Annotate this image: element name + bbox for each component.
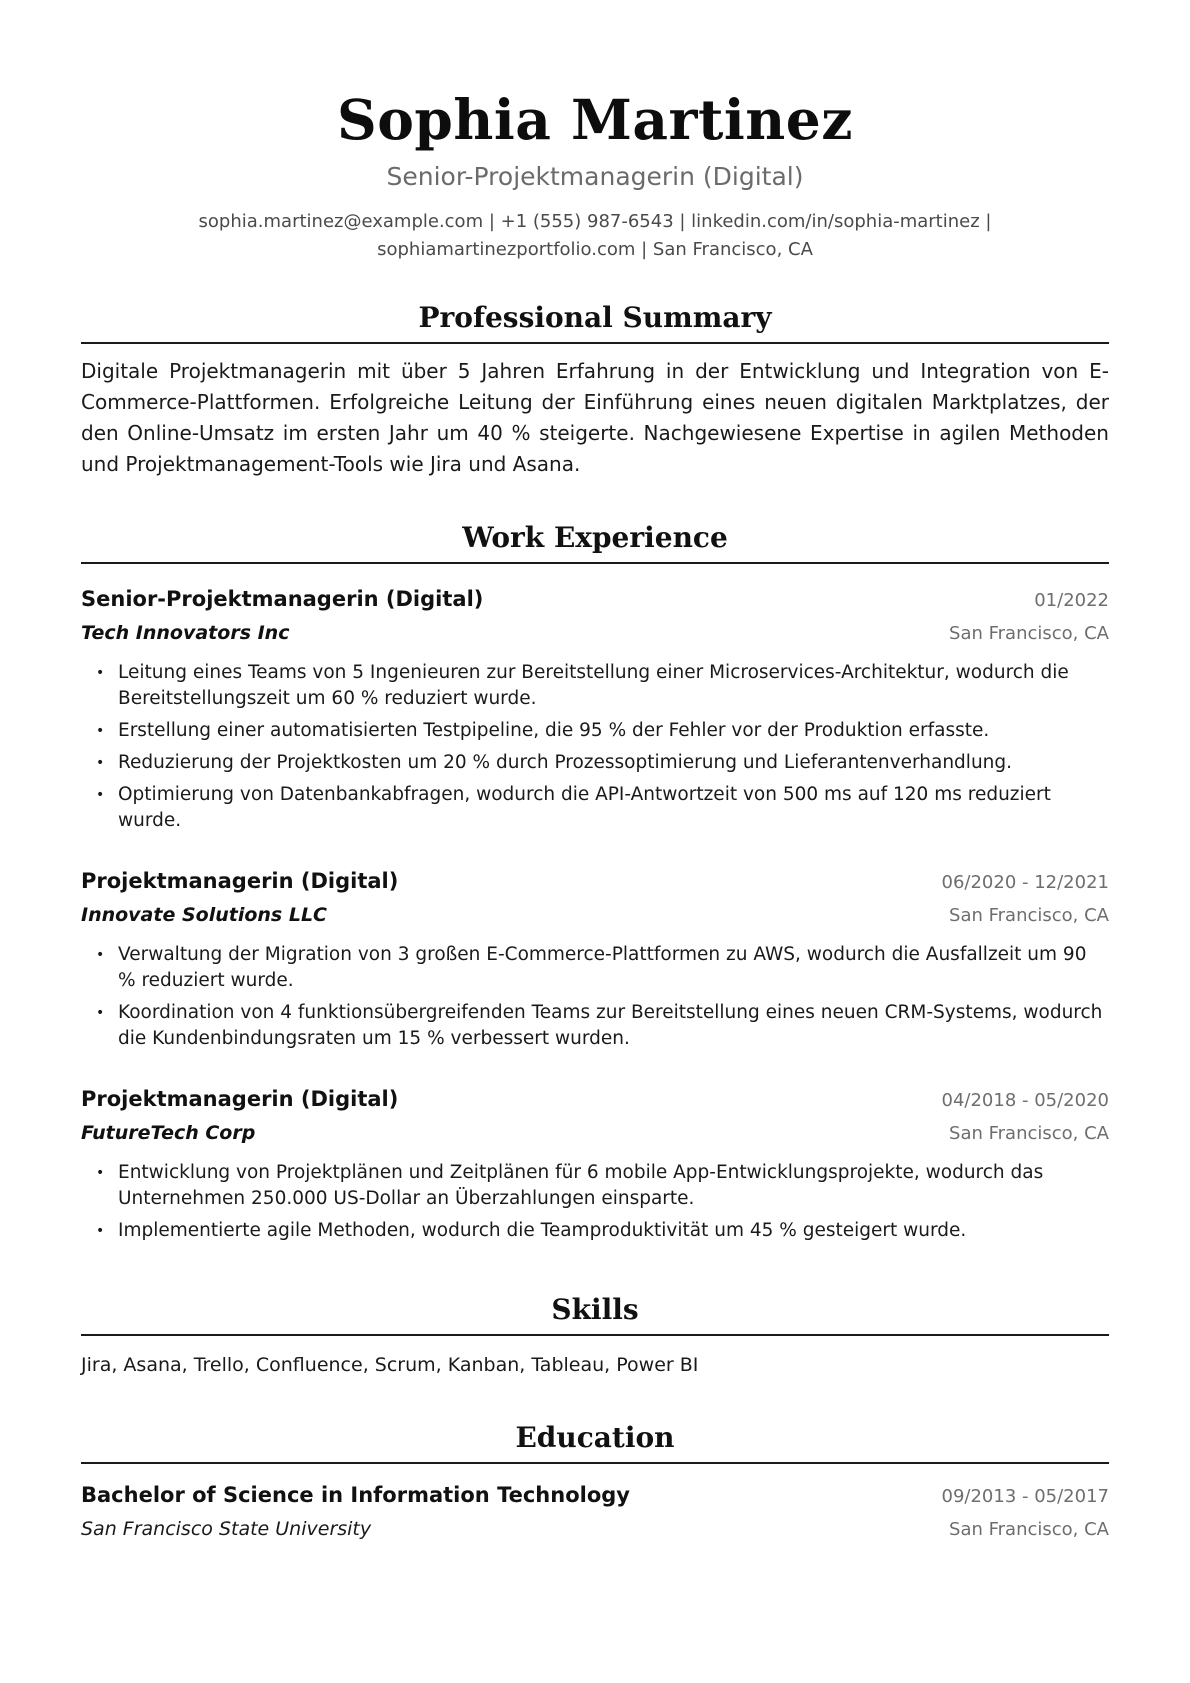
job-entry (81, 864, 1109, 1052)
job-date: 04/2018 - 05/2020 (941, 1090, 1109, 1111)
job-bullet (96, 782, 1109, 834)
bullet-dot-icon: • (96, 1165, 105, 1181)
job-bullet-text: Verwaltung der Migration von 3 großen E-Commerce-Plattformen zu AWS, wodurch die Ausfallzeit um 90 % reduziert wurde. (118, 944, 1087, 991)
job-bullet (96, 1160, 1109, 1212)
job-date: 06/2020 - 12/2021 (941, 872, 1109, 893)
bullet-dot-icon: • (96, 947, 105, 963)
job-bullet-text: Implementierte agile Methoden, wodurch die Teamproduktivität um 45 % gesteigert wurde. (118, 1220, 967, 1241)
education-entry (81, 1478, 1109, 1546)
job-entry (81, 582, 1109, 834)
contact-line-1: sophia.martinez@example.com | +1 (555) 987-6543 | linkedin.com/in/sophia-martinez | (198, 211, 992, 232)
job-bullet-text: Leitung eines Teams von 5 Ingenieuren zur Bereitstellung einer Microservices-Architektur, wodurch die Bereitstellungszeit um 60 % reduziert wurde. (118, 662, 1069, 709)
bullet-dot-icon: • (96, 755, 105, 771)
summary-text: Digitale Projektmanagerin mit über 5 Jahren Erfahrung in der Entwicklung und Integration von E-Commerce-Plattformen. Erfolgreiche Leitung der Einführung eines neuen digitalen Marktplatzes, der den Online-Umsatz im ersten Jahr um 40 % steigerte. Nachgewiesene Expertise in agilen Methoden und Projektmanagement-Tools wie Jira und Asana. (81, 359, 1109, 476)
skills-list: Jira, Asana, Trello, Confluence, Scrum, Kanban, Tableau, Power BI (81, 1354, 699, 1376)
job-role: Projektmanagerin (Digital) (81, 1087, 399, 1111)
education-section (81, 1418, 1109, 1546)
resume-header (81, 0, 1109, 264)
job-role: Projektmanagerin (Digital) (81, 869, 399, 893)
summary-section (81, 298, 1109, 480)
job-bullet-text: Optimierung von Datenbankabfragen, wodurch die API-Antwortzeit von 500 ms auf 120 ms reduziert wurde. (118, 784, 1051, 831)
job-location: San Francisco, CA (949, 905, 1109, 926)
work-experience-heading: Work Experience (81, 518, 1109, 564)
job-date: 01/2022 (1034, 590, 1109, 611)
job-bullets (81, 942, 1109, 1052)
bullet-dot-icon: • (96, 787, 105, 803)
job-location: San Francisco, CA (949, 623, 1109, 644)
bullet-dot-icon: • (96, 723, 105, 739)
bullet-dot-icon: • (96, 665, 105, 681)
bullet-dot-icon: • (96, 1005, 105, 1021)
job-bullet-text: Koordination von 4 funktionsübergreifenden Teams zur Bereitstellung eines neuen CRM-Systems, wodurch die Kundenbindungsraten um 15 % verbessert wurden. (118, 1002, 1103, 1049)
job-bullets (81, 660, 1109, 834)
job-entry (81, 1082, 1109, 1244)
job-bullet (96, 1218, 1109, 1244)
job-bullet-text: Entwicklung von Projektplänen und Zeitplänen für 6 mobile App-Entwicklungsprojekte, wodurch das Unternehmen 250.000 US-Dollar an Überzahlungen einsparte. (118, 1162, 1044, 1209)
candidate-name: Sophia Martinez (336, 87, 854, 152)
contact-line-2: sophiamartinezportfolio.com | San Francisco, CA (377, 239, 813, 260)
skills-section (81, 1290, 1109, 1380)
bullet-dot-icon: • (96, 1223, 105, 1239)
job-role: Senior-Projektmanagerin (Digital) (81, 587, 484, 611)
skills-heading: Skills (81, 1290, 1109, 1336)
education-heading: Education (81, 1418, 1109, 1464)
contact-info (81, 208, 1109, 264)
job-bullets (81, 1160, 1109, 1244)
education-degree: Bachelor of Science in Information Technology (81, 1483, 630, 1507)
job-bullet (96, 718, 1109, 744)
job-bullet (96, 660, 1109, 712)
job-bullet (96, 750, 1109, 776)
education-location: San Francisco, CA (949, 1519, 1109, 1540)
job-company: Innovate Solutions LLC (81, 904, 327, 926)
candidate-title: Senior-Projektmanagerin (Digital) (386, 162, 804, 191)
education-date: 09/2013 - 05/2017 (941, 1486, 1109, 1507)
job-bullet (96, 942, 1109, 994)
job-company: Tech Innovators Inc (81, 622, 290, 644)
job-company: FutureTech Corp (81, 1122, 256, 1144)
work-experience-section (81, 518, 1109, 1244)
job-location: San Francisco, CA (949, 1123, 1109, 1144)
summary-heading: Professional Summary (81, 298, 1109, 344)
job-bullet-text: Erstellung einer automatisierten Testpipeline, die 95 % der Fehler vor der Produktion erfasste. (118, 720, 990, 741)
job-bullet (96, 1000, 1109, 1052)
education-school: San Francisco State University (81, 1518, 372, 1540)
job-bullet-text: Reduzierung der Projektkosten um 20 % durch Prozessoptimierung und Lieferantenverhandlung. (118, 752, 1013, 773)
